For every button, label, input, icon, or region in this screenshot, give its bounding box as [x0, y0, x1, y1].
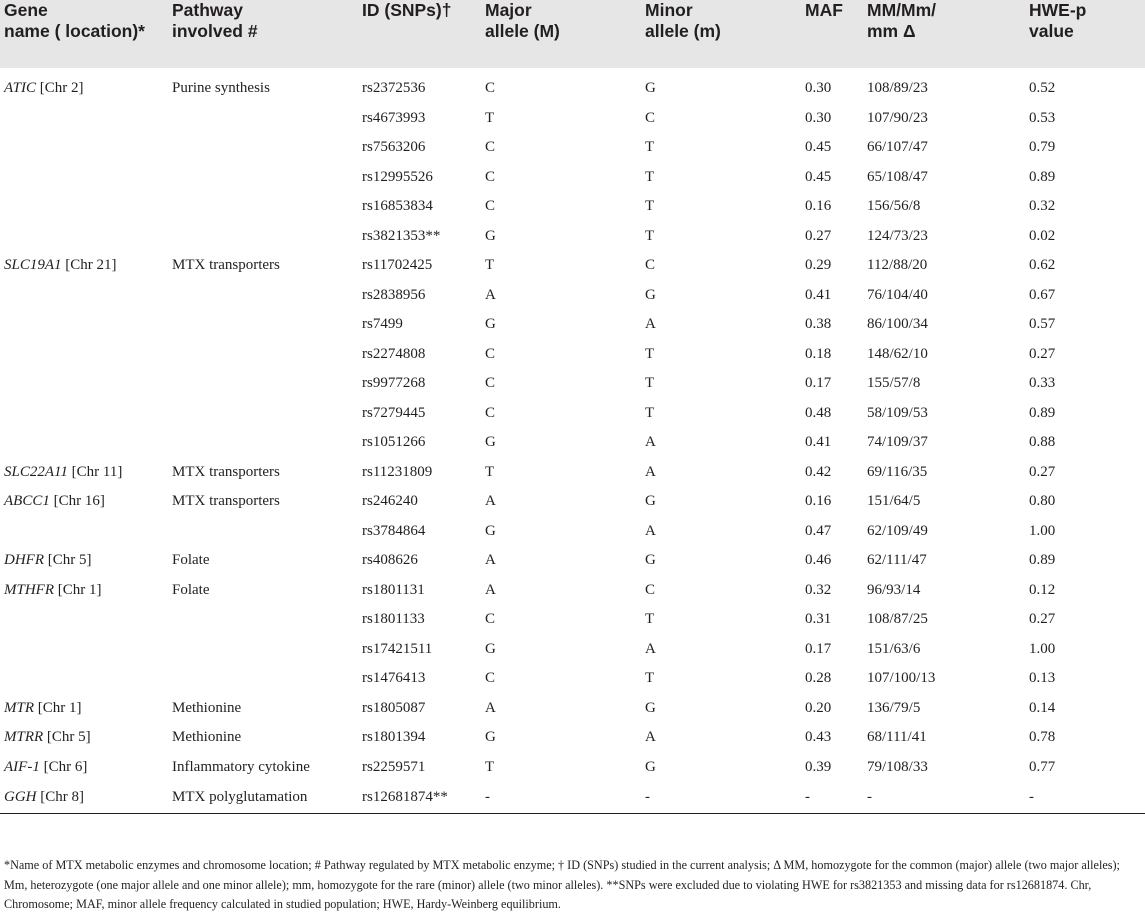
cell-minor: A	[645, 434, 656, 450]
cell-minor: A	[645, 640, 656, 657]
cell-id: rs12681874**	[358, 782, 481, 813]
cell-pathway	[168, 222, 358, 252]
cell-hwe: 0.53	[1029, 109, 1056, 126]
table-row	[0, 192, 1145, 222]
table-row	[0, 281, 1145, 311]
cell-maf: 0.32	[805, 581, 832, 598]
cell-major: C	[485, 670, 496, 686]
cell-pathway	[168, 192, 358, 222]
cell-maf: 0.18	[805, 345, 832, 362]
header-id-line1: ID (SNPs)†	[362, 0, 452, 20]
cell-genotype: 69/116/35	[867, 463, 928, 480]
cell-id: rs408626	[362, 552, 418, 568]
cell-major: C	[485, 139, 496, 155]
cell-pathway: Methionine	[172, 699, 242, 716]
header-gene-line2: name ( location)*	[4, 21, 145, 41]
cell-major: C	[485, 345, 496, 362]
cell-gene	[0, 68, 168, 104]
table-row	[0, 68, 1145, 104]
cell-id: rs11231809	[362, 463, 433, 480]
cell-hwe: 0.62	[1029, 257, 1056, 273]
cell-pathway: Folate	[172, 581, 210, 598]
cell-gene	[0, 576, 168, 606]
table-row	[0, 723, 1145, 753]
cell-genotype: 124/73/23	[867, 227, 928, 244]
table-row	[0, 517, 1145, 547]
header-gene-line1: Gene	[4, 0, 48, 20]
table-row	[0, 576, 1145, 606]
cell-id: rs7279445	[362, 404, 426, 421]
cell-id: rs4673993	[362, 109, 426, 126]
cell-minor: T	[645, 345, 655, 362]
cell-maf: 0.20	[805, 699, 832, 716]
table-row	[0, 133, 1145, 163]
cell-major: A	[485, 699, 496, 716]
cell-id: rs1801133	[362, 611, 425, 627]
cell-pathway	[168, 340, 358, 370]
cell-maf: 0.29	[805, 257, 832, 273]
gene-location: [Chr 2]	[35, 80, 84, 96]
cell-id: rs246240	[362, 493, 418, 509]
cell-id: rs2372536	[362, 80, 426, 96]
cell-hwe: 0.89	[1029, 404, 1056, 421]
cell-maf: 0.38	[805, 316, 832, 332]
cell-pathway: MTX transporters	[172, 257, 280, 273]
gene-location: [Chr 8]	[36, 788, 84, 805]
cell-major: G	[485, 316, 496, 332]
cell-genotype: 136/79/5	[867, 699, 921, 716]
cell-hwe: 0.77	[1029, 758, 1056, 775]
table-row	[0, 605, 1145, 635]
cell-id: rs1051266	[362, 434, 426, 450]
header-major-line2: allele (M)	[485, 21, 560, 41]
cell-pathway	[168, 310, 358, 340]
cell-pathway: Folate	[172, 552, 210, 568]
cell-genotype: 65/108/47	[867, 168, 928, 185]
header-hwe-line1: HWE-p	[1029, 0, 1087, 20]
cell-hwe: 0.89	[1029, 168, 1056, 185]
cell-minor: -	[641, 782, 801, 813]
header-pathway	[168, 0, 358, 68]
cell-major: A	[485, 493, 496, 509]
cell-pathway: MTX transporters	[172, 493, 280, 509]
cell-gene	[0, 635, 168, 665]
cell-minor: G	[645, 552, 656, 568]
cell-major: G	[485, 227, 496, 244]
gene-location: [Chr 5]	[44, 552, 92, 568]
gene-symbol: ATIC	[4, 80, 36, 96]
cell-genotype: 107/100/13	[867, 670, 936, 686]
gene-symbol: MTHFR	[4, 581, 54, 598]
cell-hwe: 0.32	[1029, 198, 1056, 214]
cell-hwe: -	[1025, 782, 1145, 813]
header-id	[358, 0, 481, 68]
cell-minor: G	[645, 699, 656, 716]
cell-genotype: 79/108/33	[867, 758, 928, 775]
cell-hwe: 0.27	[1029, 463, 1056, 480]
cell-pathway: MTX polyglutamation	[168, 782, 358, 813]
cell-major: T	[485, 257, 495, 273]
cell-id: rs2838956	[362, 286, 426, 303]
table-row	[0, 782, 1145, 813]
cell-gene	[0, 546, 168, 576]
gene-location: [Chr 11]	[67, 463, 123, 480]
cell-maf: 0.30	[805, 109, 832, 126]
cell-id: rs3784864	[362, 522, 426, 539]
cell-hwe: 0.33	[1029, 375, 1056, 391]
cell-genotype: -	[863, 782, 1025, 813]
cell-gene	[0, 222, 168, 252]
cell-minor: T	[645, 139, 655, 155]
cell-pathway	[168, 428, 358, 458]
table-row	[0, 664, 1145, 694]
cell-minor: G	[645, 286, 656, 303]
table-row	[0, 222, 1145, 252]
cell-pathway	[168, 281, 358, 311]
cell-minor: C	[645, 109, 656, 126]
cell-pathway	[168, 369, 358, 399]
cell-genotype: 156/56/8	[867, 198, 921, 214]
cell-maf: 0.17	[805, 375, 832, 391]
cell-maf: 0.48	[805, 404, 832, 421]
cell-pathway	[168, 664, 358, 694]
cell-gene	[0, 340, 168, 370]
cell-hwe: 0.78	[1029, 729, 1056, 745]
cell-maf: 0.41	[805, 434, 832, 450]
cell-minor: C	[645, 581, 656, 598]
cell-genotype: 151/64/5	[867, 493, 921, 509]
cell-maf: 0.45	[805, 139, 832, 155]
cell-major: T	[485, 109, 495, 126]
gene-symbol: DHFR	[4, 552, 44, 568]
table-row	[0, 369, 1145, 399]
cell-hwe: 0.27	[1029, 611, 1056, 627]
cell-gene	[0, 517, 168, 547]
cell-gene	[0, 605, 168, 635]
header-genotype	[863, 0, 1025, 68]
cell-genotype: 66/107/47	[867, 139, 928, 155]
cell-major: C	[485, 611, 496, 627]
cell-major: G	[485, 434, 496, 450]
gene-symbol: AIF-1	[4, 758, 40, 775]
cell-hwe: 0.79	[1029, 139, 1056, 155]
cell-minor: T	[645, 670, 655, 686]
header-pathway-line1: Pathway	[172, 0, 243, 20]
cell-maf: 0.42	[805, 463, 832, 480]
header-minor-line1: Minor	[645, 0, 693, 20]
header-maf	[801, 0, 863, 68]
cell-minor: A	[645, 522, 656, 539]
cell-minor: C	[645, 257, 656, 273]
cell-id: rs1805087	[362, 699, 426, 716]
cell-maf: 0.16	[805, 493, 832, 509]
cell-gene	[0, 251, 168, 281]
cell-minor: A	[645, 729, 656, 745]
header-genotype-line1: MM/Mm/	[867, 0, 937, 20]
header-hwe	[1025, 0, 1145, 68]
cell-genotype: 58/109/53	[867, 404, 928, 421]
cell-major: T	[485, 463, 495, 480]
header-pathway-line2: involved #	[172, 21, 258, 41]
cell-hwe: 0.67	[1029, 286, 1056, 303]
cell-minor: A	[645, 316, 656, 332]
cell-minor: T	[645, 168, 655, 185]
cell-gene	[0, 694, 168, 724]
cell-id: rs1476413	[362, 670, 426, 686]
cell-hwe: 0.89	[1029, 552, 1056, 568]
cell-major: G	[485, 729, 496, 745]
cell-genotype: 108/89/23	[867, 80, 928, 96]
cell-genotype: 148/62/10	[867, 345, 928, 362]
cell-maf: 0.17	[805, 640, 832, 657]
cell-hwe: 1.00	[1029, 640, 1056, 657]
table-row	[0, 340, 1145, 370]
cell-genotype: 68/111/41	[867, 729, 927, 745]
cell-hwe: 0.80	[1029, 493, 1056, 509]
table-header-row	[0, 0, 1145, 68]
gene-location: [Chr 5]	[43, 729, 91, 745]
cell-genotype: 112/88/20	[867, 257, 928, 273]
cell-gene	[0, 310, 168, 340]
cell-hwe: 0.14	[1029, 699, 1056, 716]
cell-major: A	[485, 581, 496, 598]
cell-maf: 0.45	[805, 168, 832, 185]
cell-genotype: 108/87/25	[867, 611, 928, 627]
cell-gene	[0, 163, 168, 193]
cell-pathway	[168, 517, 358, 547]
cell-hwe: 0.27	[1029, 345, 1056, 362]
cell-gene	[0, 458, 168, 488]
cell-pathway	[168, 163, 358, 193]
table-row	[0, 310, 1145, 340]
table-footnote: *Name of MTX metabolic enzymes and chromosome location; # Pathway regulated by MTX metabolic enzyme; † ID (SNPs) studied in the current analysis; Δ MM, homozygote for the common (major) allele (two major alleles); Mm, heterozygote (one major allele and one minor allele); mm, homozygote for the rare (minor) allele (two minor alleles). **SNPs were excluded due to violating HWE for rs3821353 and missing data for rs12681874. Chr, Chromosome; MAF, minor allele frequency calculated in studied population; HWE, Hardy-Weinberg equilibrium.	[4, 858, 1120, 912]
cell-minor: A	[645, 463, 656, 480]
cell-pathway: Methionine	[172, 729, 242, 745]
gene-symbol: MTRR	[4, 729, 44, 745]
cell-minor: T	[645, 611, 655, 627]
table-row	[0, 104, 1145, 134]
cell-hwe: 0.52	[1029, 80, 1056, 96]
cell-gene	[0, 369, 168, 399]
cell-id: rs12995526	[362, 168, 433, 185]
cell-pathway	[168, 399, 358, 429]
cell-major: G	[485, 522, 496, 539]
cell-id: rs17421511	[362, 640, 433, 657]
cell-pathway: Inflammatory cytokine	[172, 758, 310, 775]
cell-id: rs7499	[362, 316, 403, 332]
table-row	[0, 251, 1145, 281]
table-row	[0, 487, 1145, 517]
cell-pathway: Purine synthesis	[172, 80, 270, 96]
cell-id: rs2274808	[362, 345, 426, 362]
cell-maf: -	[801, 782, 863, 813]
cell-major: C	[485, 375, 496, 391]
cell-genotype: 151/63/6	[867, 640, 921, 657]
gene-symbol: ABCC1	[4, 493, 50, 509]
cell-hwe: 0.88	[1029, 434, 1056, 450]
cell-pathway	[168, 133, 358, 163]
cell-pathway	[168, 605, 358, 635]
header-major	[481, 0, 641, 68]
cell-maf: 0.47	[805, 522, 832, 539]
cell-major: C	[485, 198, 496, 214]
cell-maf: 0.30	[805, 80, 832, 96]
cell-maf: 0.46	[805, 552, 832, 568]
cell-pathway	[168, 635, 358, 665]
cell-pathway	[168, 104, 358, 134]
header-gene	[0, 0, 168, 68]
cell-hwe: 0.13	[1029, 670, 1056, 686]
cell-genotype: 86/100/34	[867, 316, 928, 332]
cell-maf: 0.39	[805, 758, 832, 775]
gene-location: [Chr 1]	[34, 699, 82, 716]
cell-minor: T	[645, 404, 655, 421]
header-hwe-line2: value	[1029, 21, 1074, 41]
gene-location: [Chr 6]	[39, 758, 88, 775]
cell-maf: 0.28	[805, 670, 832, 686]
header-genotype-line2: mm Δ	[867, 21, 916, 41]
table-row	[0, 694, 1145, 724]
table-row	[0, 546, 1145, 576]
header-maf-line1: MAF	[805, 0, 843, 20]
gene-symbol: SLC22A11	[4, 463, 68, 480]
cell-hwe: 0.12	[1029, 581, 1056, 598]
cell-major: C	[485, 168, 496, 185]
header-major-line1: Major	[485, 0, 532, 20]
cell-id: rs1801394	[362, 729, 426, 745]
cell-hwe: 0.57	[1029, 316, 1056, 332]
gene-symbol: SLC19A1	[4, 257, 62, 273]
header-minor	[641, 0, 801, 68]
cell-minor: T	[645, 198, 655, 214]
gene-location: [Chr 1]	[54, 581, 102, 598]
cell-genotype: 74/109/37	[867, 434, 928, 450]
table-row	[0, 635, 1145, 665]
cell-major: G	[485, 640, 496, 657]
cell-gene	[0, 104, 168, 134]
gene-symbol: MTR	[4, 699, 34, 716]
gene-location: [Chr 16]	[49, 493, 105, 509]
cell-maf: 0.41	[805, 286, 832, 303]
cell-id: rs9977268	[362, 375, 426, 391]
cell-id: rs7563206	[362, 139, 426, 155]
cell-id: rs1801131	[362, 581, 425, 598]
cell-gene	[0, 399, 168, 429]
cell-id: rs11702425	[362, 257, 433, 273]
cell-hwe: 1.00	[1029, 522, 1056, 539]
cell-maf: 0.31	[805, 611, 832, 627]
cell-gene	[0, 753, 168, 783]
cell-genotype: 62/111/47	[867, 552, 927, 568]
table-body	[0, 68, 1145, 813]
cell-hwe: 0.02	[1029, 227, 1056, 244]
cell-id: rs2259571	[362, 758, 426, 775]
table-row	[0, 399, 1145, 429]
cell-major: A	[485, 552, 496, 568]
table-row	[0, 458, 1145, 488]
cell-gene	[0, 133, 168, 163]
cell-minor: G	[645, 758, 656, 775]
cell-major: C	[485, 80, 496, 96]
cell-pathway: MTX transporters	[172, 463, 280, 480]
cell-major: T	[485, 758, 495, 775]
cell-id: rs3821353**	[362, 227, 441, 244]
cell-major: A	[485, 286, 496, 303]
cell-id: rs16853834	[362, 198, 433, 214]
gene-symbol: GGH	[4, 788, 37, 805]
header-minor-line2: allele (m)	[645, 21, 721, 41]
cell-major: C	[485, 404, 496, 421]
table-row	[0, 428, 1145, 458]
table-row	[0, 163, 1145, 193]
table-row	[0, 753, 1145, 783]
cell-gene	[0, 723, 168, 753]
cell-genotype: 107/90/23	[867, 109, 928, 126]
cell-maf: 0.16	[805, 198, 832, 214]
cell-major: -	[481, 782, 641, 813]
cell-genotype: 155/57/8	[867, 375, 921, 391]
cell-gene	[0, 487, 168, 517]
cell-gene	[0, 281, 168, 311]
cell-gene	[0, 192, 168, 222]
cell-maf: 0.27	[805, 227, 832, 244]
cell-genotype: 62/109/49	[867, 522, 928, 539]
cell-genotype: 96/93/14	[867, 581, 921, 598]
cell-minor: T	[645, 375, 655, 391]
cell-gene	[0, 428, 168, 458]
cell-gene	[0, 782, 168, 813]
cell-maf: 0.43	[805, 729, 832, 745]
cell-minor: G	[645, 80, 656, 96]
cell-genotype: 76/104/40	[867, 286, 928, 303]
cell-gene	[0, 664, 168, 694]
gene-location: [Chr 21]	[61, 257, 117, 273]
cell-minor: T	[645, 227, 655, 244]
cell-minor: G	[645, 493, 656, 509]
